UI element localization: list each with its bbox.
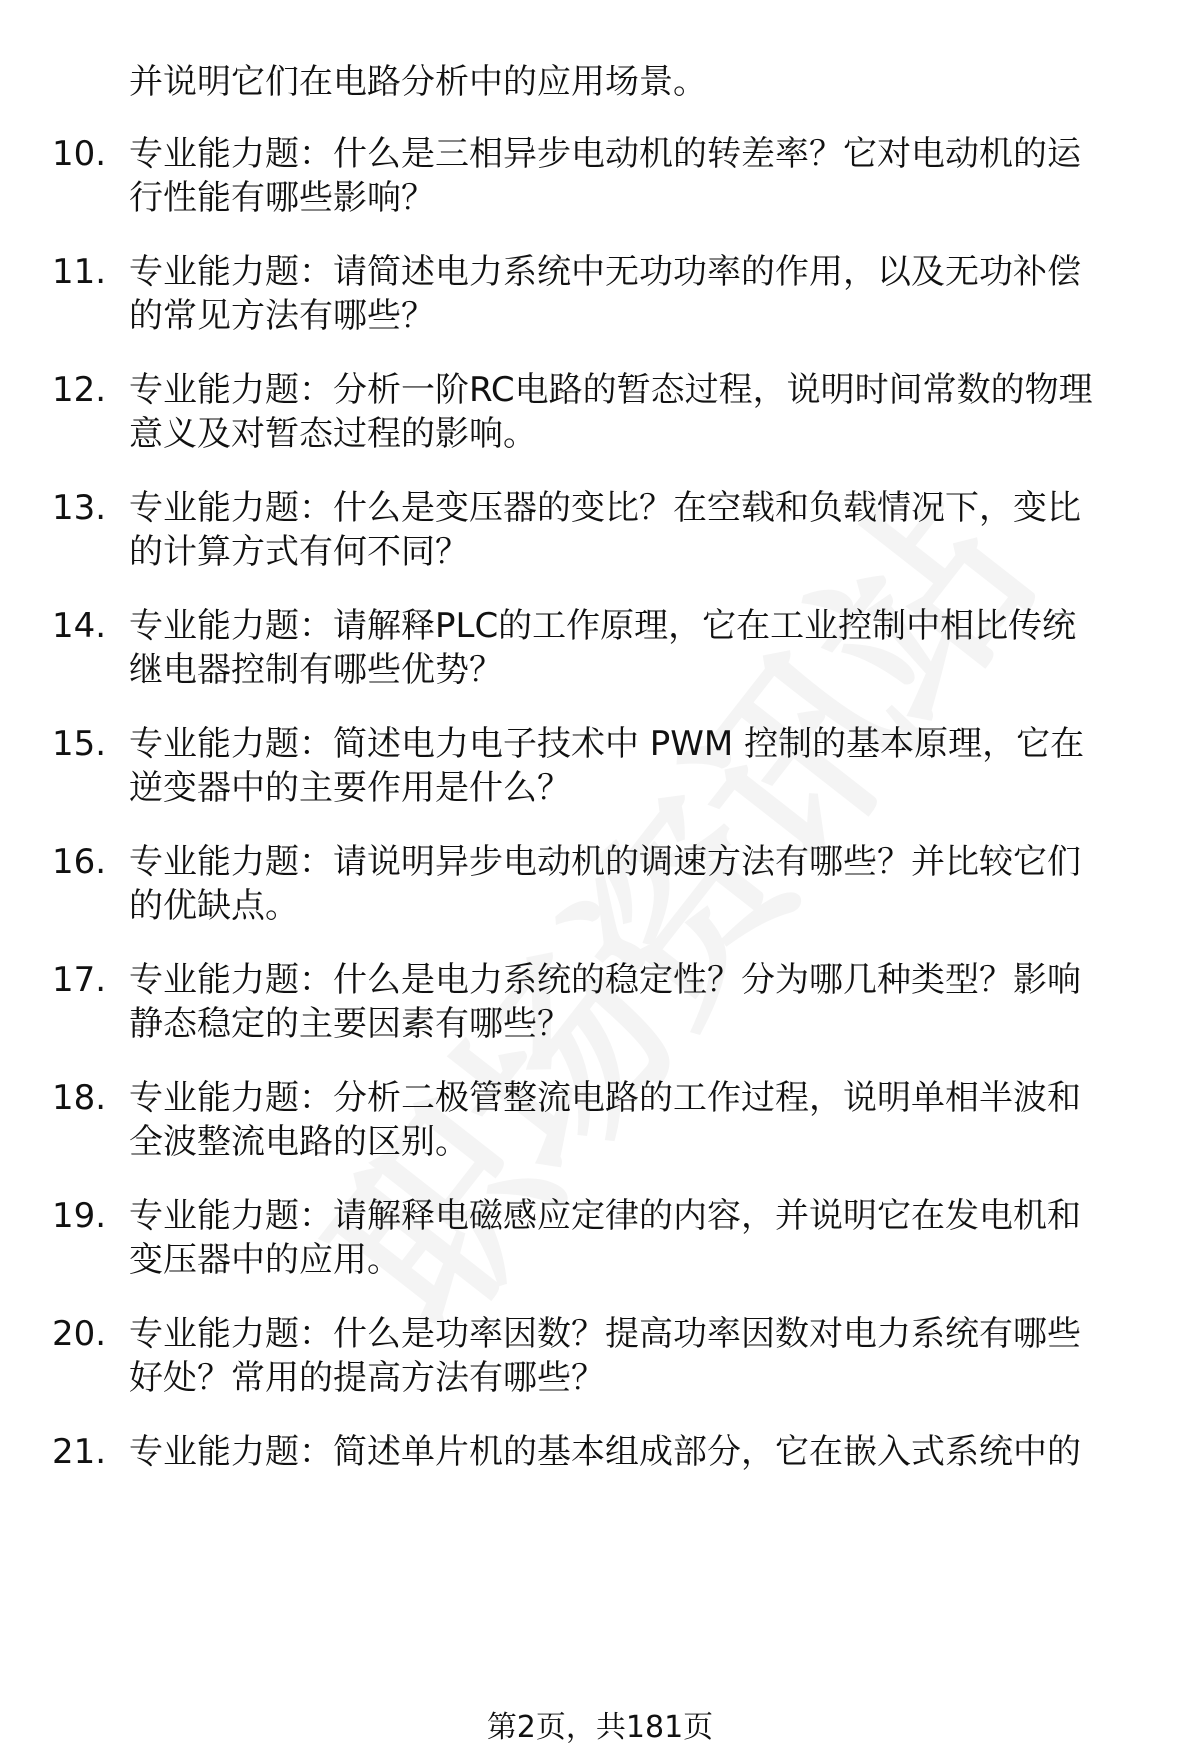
item-line: 专业能力题：什么是功率因数？提高功率因数对电力系统有哪些: [129, 1314, 1081, 1354]
item-number: 21.: [52, 1432, 107, 1472]
page-footer: 第2页，共181页: [486, 1710, 714, 1745]
item-line: 专业能力题：请说明异步电动机的调速方法有哪些？并比较它们: [129, 842, 1081, 882]
item-line: 全波整流电路的区别。: [129, 1122, 469, 1162]
item-line: 专业能力题：简述单片机的基本组成部分，它在嵌入式系统中的: [129, 1432, 1081, 1472]
item-line: 专业能力题：分析一阶RC电路的暂态过程，说明时间常数的物理: [129, 370, 1093, 410]
lead-in-line: 并说明它们在电路分析中的应用场景。: [129, 62, 707, 102]
item-line: 静态稳定的主要因素有哪些？: [129, 1004, 571, 1044]
item-line: 专业能力题：简述电力电子技术中 PWM 控制的基本原理，它在: [129, 724, 1085, 764]
item-line: 的优缺点。: [129, 886, 299, 926]
item-number: 13.: [52, 488, 107, 528]
item-line: 专业能力题：什么是三相异步电动机的转差率？它对电动机的运: [129, 134, 1081, 174]
item-line: 的计算方式有何不同？: [129, 532, 469, 572]
item-line: 专业能力题：分析二极管整流电路的工作过程，说明单相半波和: [129, 1078, 1081, 1118]
item-number: 15.: [52, 724, 107, 764]
item-line: 好处？常用的提高方法有哪些？: [129, 1358, 605, 1398]
item-number: 19.: [52, 1196, 107, 1236]
item-line: 专业能力题：请简述电力系统中无功功率的作用，以及无功补偿: [129, 252, 1081, 292]
item-number: 10.: [52, 134, 107, 174]
item-number: 12.: [52, 370, 107, 410]
item-number: 16.: [52, 842, 107, 882]
item-line: 行性能有哪些影响？: [129, 178, 435, 218]
item-line: 继电器控制有哪些优势？: [129, 650, 503, 690]
item-number: 17.: [52, 960, 107, 1000]
item-number: 11.: [52, 252, 107, 292]
item-line: 变压器中的应用。: [129, 1240, 401, 1280]
item-line: 意义及对暂态过程的影响。: [129, 414, 537, 454]
item-line: 的常见方法有哪些？: [129, 296, 435, 336]
item-number: 14.: [52, 606, 107, 646]
item-line: 专业能力题：请解释电磁感应定律的内容，并说明它在发电机和: [129, 1196, 1081, 1236]
item-line: 逆变器中的主要作用是什么？: [129, 768, 571, 808]
item-number: 20.: [52, 1314, 107, 1354]
item-line: 专业能力题：什么是变压器的变比？在空载和负载情况下，变比: [129, 488, 1081, 528]
item-line: 专业能力题：请解释PLC的工作原理，它在工业控制中相比传统: [129, 606, 1077, 646]
item-line: 专业能力题：什么是电力系统的稳定性？分为哪几种类型？影响: [129, 960, 1081, 1000]
item-number: 18.: [52, 1078, 107, 1118]
